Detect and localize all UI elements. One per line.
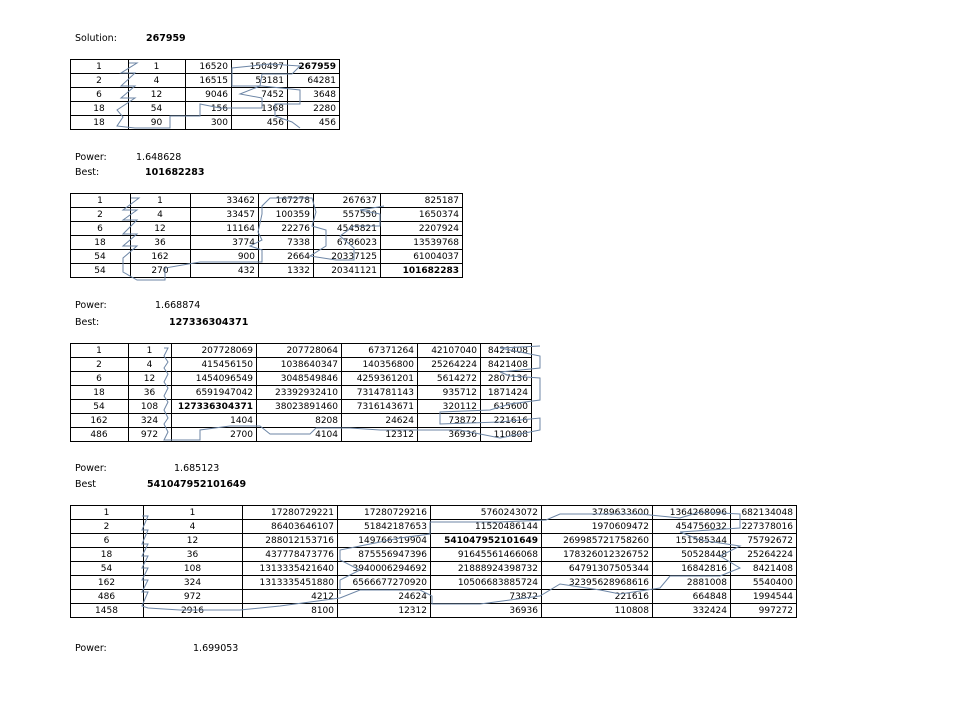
table-cell: 1404	[172, 414, 257, 428]
table-cell: 7452	[232, 88, 288, 102]
table-row	[71, 590, 797, 604]
table-row	[71, 74, 340, 88]
table-cell: 101682283	[381, 264, 463, 278]
table-cell: 75792672	[731, 534, 797, 548]
table-cell: 16842816	[653, 562, 731, 576]
table-3-body	[71, 344, 532, 442]
table-cell: 1	[71, 344, 129, 358]
table-cell: 150497	[232, 60, 288, 74]
table-cell: 73872	[431, 590, 542, 604]
table-cell: 1650374	[381, 208, 463, 222]
best-label-3: Best	[75, 479, 97, 490]
table-cell: 11164	[191, 222, 259, 236]
table-cell: 6	[71, 534, 144, 548]
table-cell: 17280729221	[243, 506, 338, 520]
table-cell: 6786023	[314, 236, 381, 250]
table-cell: 207728069	[172, 344, 257, 358]
table-cell: 1871424	[481, 386, 532, 400]
table-cell: 332424	[653, 604, 731, 618]
table-cell: 18	[71, 102, 129, 116]
table-cell: 36936	[431, 604, 542, 618]
power-label-1: Power:	[75, 152, 107, 163]
table-cell: 73872	[418, 414, 481, 428]
table-cell: 454756032	[653, 520, 731, 534]
best-label-2: Best:	[75, 317, 100, 328]
table-cell: 110808	[481, 428, 532, 442]
table-cell: 1970609472	[542, 520, 653, 534]
table-cell: 12	[131, 222, 191, 236]
table-cell: 221616	[542, 590, 653, 604]
table-cell: 270	[131, 264, 191, 278]
table-cell: 42107040	[418, 344, 481, 358]
table-cell: 8100	[243, 604, 338, 618]
table-cell: 162	[131, 250, 191, 264]
table-cell: 664848	[653, 590, 731, 604]
table-row	[71, 534, 797, 548]
table-cell: 2	[71, 520, 144, 534]
table-cell: 4259361201	[342, 372, 418, 386]
table-cell: 1038640347	[257, 358, 342, 372]
table-cell: 53181	[232, 74, 288, 88]
table-cell: 86403646107	[243, 520, 338, 534]
table-cell: 324	[144, 576, 243, 590]
table-cell: 2	[71, 74, 129, 88]
table-cell: 12	[129, 372, 172, 386]
power-value-3: 1.685123	[174, 463, 220, 474]
table-cell: 33457	[191, 208, 259, 222]
table-cell: 437778473776	[243, 548, 338, 562]
table-cell: 38023891460	[257, 400, 342, 414]
table-cell: 54	[71, 400, 129, 414]
table-cell: 1313335451880	[243, 576, 338, 590]
table-cell: 2700	[172, 428, 257, 442]
table-cell: 162	[71, 576, 144, 590]
table-cell: 8208	[257, 414, 342, 428]
table-cell: 50528448	[653, 548, 731, 562]
power-value-2: 1.668874	[155, 300, 201, 311]
table-cell: 33462	[191, 194, 259, 208]
table-cell: 324	[129, 414, 172, 428]
solution-label: Solution:	[75, 33, 117, 44]
power-value-1: 1.648628	[136, 152, 182, 163]
table-cell: 3774	[191, 236, 259, 250]
table-cell: 2280	[288, 102, 340, 116]
table-cell: 1	[131, 194, 191, 208]
table-cell: 90	[129, 116, 186, 130]
table-cell: 21888924398732	[431, 562, 542, 576]
table-cell: 140356800	[342, 358, 418, 372]
table-cell: 18	[71, 236, 131, 250]
table-cell: 12312	[342, 428, 418, 442]
best-value-3: 541047952101649	[147, 479, 247, 490]
table-cell: 1	[71, 194, 131, 208]
table-cell: 900	[191, 250, 259, 264]
table-cell: 4104	[257, 428, 342, 442]
table-cell: 1332	[259, 264, 314, 278]
table-cell: 20337125	[314, 250, 381, 264]
table-cell: 149766319904	[338, 534, 431, 548]
table-cell: 16515	[186, 74, 232, 88]
table-cell: 6591947042	[172, 386, 257, 400]
table-cell: 54	[71, 264, 131, 278]
table-cell: 1458	[71, 604, 144, 618]
table-row	[71, 344, 532, 358]
table-cell: 91645561466068	[431, 548, 542, 562]
table-cell: 12312	[338, 604, 431, 618]
table-cell: 2207924	[381, 222, 463, 236]
table-cell: 10506683885724	[431, 576, 542, 590]
table-row	[71, 520, 797, 534]
table-cell: 4545821	[314, 222, 381, 236]
table-cell: 17280729216	[338, 506, 431, 520]
table-cell: 682134048	[731, 506, 797, 520]
table-cell: 108	[129, 400, 172, 414]
table-cell: 1	[71, 60, 129, 74]
table-row	[71, 562, 797, 576]
table-cell: 2881008	[653, 576, 731, 590]
table-cell: 2	[71, 358, 129, 372]
table-cell: 4	[129, 358, 172, 372]
table-row	[71, 60, 340, 74]
table-cell: 16520	[186, 60, 232, 74]
table-cell: 825187	[381, 194, 463, 208]
table-cell: 1	[129, 344, 172, 358]
table-cell: 2916	[144, 604, 243, 618]
table-row	[71, 372, 532, 386]
table-cell: 4	[144, 520, 243, 534]
table-cell: 4	[131, 208, 191, 222]
table-cell: 156	[186, 102, 232, 116]
table-cell: 64791307505344	[542, 562, 653, 576]
table-cell: 67371264	[342, 344, 418, 358]
table-cell: 1364268096	[653, 506, 731, 520]
table-cell: 36	[129, 386, 172, 400]
table-2-body	[71, 194, 463, 278]
table-cell: 127336304371	[172, 400, 257, 414]
table-cell: 162	[71, 414, 129, 428]
table-cell: 3940006294692	[338, 562, 431, 576]
table-cell: 6	[71, 88, 129, 102]
table-cell: 36	[131, 236, 191, 250]
table-cell: 12	[144, 534, 243, 548]
table-cell: 486	[71, 590, 144, 604]
table-cell: 221616	[481, 414, 532, 428]
table-cell: 875556947396	[338, 548, 431, 562]
table-cell: 18	[71, 116, 129, 130]
table-cell: 2664	[259, 250, 314, 264]
table-cell: 25264224	[731, 548, 797, 562]
table-cell: 432	[191, 264, 259, 278]
table-cell: 8421408	[481, 358, 532, 372]
table-cell: 997272	[731, 604, 797, 618]
table-row	[71, 116, 340, 130]
table-cell: 5760243072	[431, 506, 542, 520]
table-cell: 5540400	[731, 576, 797, 590]
table-cell: 54	[129, 102, 186, 116]
table-row	[71, 386, 532, 400]
table-row	[71, 264, 463, 278]
table-row	[71, 358, 532, 372]
table-row	[71, 576, 797, 590]
table-4-body	[71, 506, 797, 618]
table-cell: 108	[144, 562, 243, 576]
table-row	[71, 428, 532, 442]
table-cell: 20341121	[314, 264, 381, 278]
table-cell: 1994544	[731, 590, 797, 604]
table-cell: 6	[71, 372, 129, 386]
power-label-3: Power:	[75, 463, 107, 474]
table-cell: 23392932410	[257, 386, 342, 400]
result-table-3	[70, 343, 532, 442]
table-cell: 25264224	[418, 358, 481, 372]
table-cell: 1454096549	[172, 372, 257, 386]
table-cell: 178326012326752	[542, 548, 653, 562]
result-table-4	[70, 505, 797, 618]
table-cell: 24624	[338, 590, 431, 604]
table-cell: 51842187653	[338, 520, 431, 534]
table-cell: 24624	[342, 414, 418, 428]
table-cell: 36	[144, 548, 243, 562]
table-row	[71, 414, 532, 428]
table-cell: 167278	[259, 194, 314, 208]
table-cell: 8421408	[481, 344, 532, 358]
table-row	[71, 400, 532, 414]
table-cell: 5614272	[418, 372, 481, 386]
table-row	[71, 236, 463, 250]
table-cell: 288012153716	[243, 534, 338, 548]
table-cell: 2	[71, 208, 131, 222]
table-cell: 7338	[259, 236, 314, 250]
result-table-2	[70, 193, 463, 278]
table-row	[71, 102, 340, 116]
table-cell: 8421408	[731, 562, 797, 576]
table-cell: 3648	[288, 88, 340, 102]
table-cell: 32395628968616	[542, 576, 653, 590]
table-cell: 269985721758260	[542, 534, 653, 548]
table-cell: 22276	[259, 222, 314, 236]
table-row	[71, 208, 463, 222]
table-cell: 456	[232, 116, 288, 130]
table-row	[71, 250, 463, 264]
table-cell: 227378016	[731, 520, 797, 534]
table-cell: 541047952101649	[431, 534, 542, 548]
table-cell: 615600	[481, 400, 532, 414]
table-cell: 1313335421640	[243, 562, 338, 576]
table-cell: 320112	[418, 400, 481, 414]
table-cell: 4212	[243, 590, 338, 604]
table-cell: 9046	[186, 88, 232, 102]
table-cell: 110808	[542, 604, 653, 618]
table-cell: 54	[71, 250, 131, 264]
table-cell: 972	[129, 428, 172, 442]
table-cell: 1	[144, 506, 243, 520]
power-value-4: 1.699053	[193, 643, 239, 654]
table-cell: 61004037	[381, 250, 463, 264]
table-cell: 13539768	[381, 236, 463, 250]
table-1-body	[71, 60, 340, 130]
table-cell: 1	[129, 60, 186, 74]
table-cell: 54	[71, 562, 144, 576]
table-cell: 100359	[259, 208, 314, 222]
result-table-1	[70, 59, 340, 130]
power-label-4: Power:	[75, 643, 107, 654]
table-cell: 7316143671	[342, 400, 418, 414]
table-cell: 267959	[288, 60, 340, 74]
table-row	[71, 604, 797, 618]
table-cell: 267637	[314, 194, 381, 208]
table-cell: 6	[71, 222, 131, 236]
table-cell: 18	[71, 548, 144, 562]
table-cell: 18	[71, 386, 129, 400]
table-cell: 3789633600	[542, 506, 653, 520]
table-row	[71, 194, 463, 208]
table-cell: 6566677270920	[338, 576, 431, 590]
best-label-1: Best:	[75, 167, 100, 178]
table-cell: 3048549846	[257, 372, 342, 386]
table-cell: 300	[186, 116, 232, 130]
best-value-2: 127336304371	[169, 317, 249, 328]
table-cell: 456	[288, 116, 340, 130]
table-cell: 12	[129, 88, 186, 102]
table-row	[71, 506, 797, 520]
best-value-1: 101682283	[145, 167, 205, 178]
table-cell: 486	[71, 428, 129, 442]
table-row	[71, 88, 340, 102]
table-cell: 151585344	[653, 534, 731, 548]
table-cell: 1368	[232, 102, 288, 116]
table-cell: 415456150	[172, 358, 257, 372]
power-label-2: Power:	[75, 300, 107, 311]
table-cell: 557550	[314, 208, 381, 222]
table-cell: 11520486144	[431, 520, 542, 534]
table-cell: 2807136	[481, 372, 532, 386]
table-cell: 972	[144, 590, 243, 604]
table-cell: 36936	[418, 428, 481, 442]
solution-value: 267959	[146, 33, 186, 44]
table-cell: 64281	[288, 74, 340, 88]
table-row	[71, 548, 797, 562]
table-cell: 207728064	[257, 344, 342, 358]
table-cell: 7314781143	[342, 386, 418, 400]
table-cell: 4	[129, 74, 186, 88]
table-cell: 935712	[418, 386, 481, 400]
table-row	[71, 222, 463, 236]
table-cell: 1	[71, 506, 144, 520]
